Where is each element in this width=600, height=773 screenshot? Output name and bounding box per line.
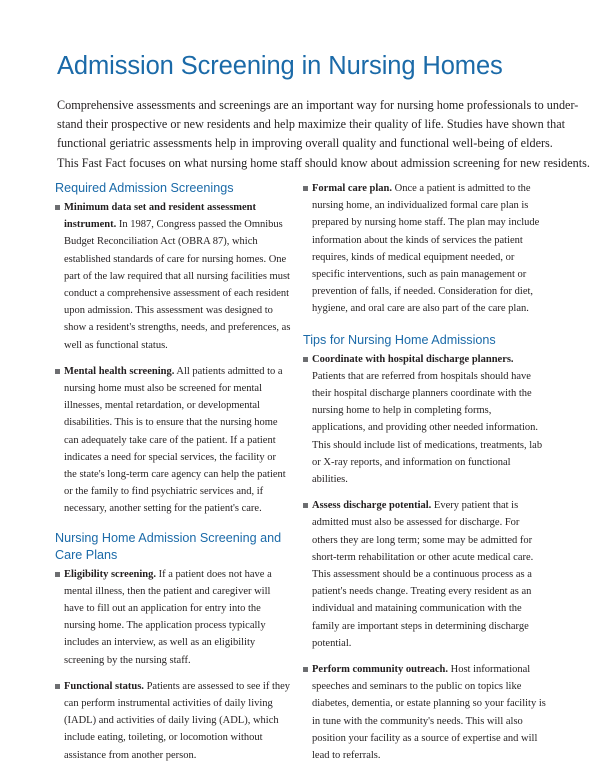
intro-line: This Fast Fact focuses on what nursing home staff should know about admission screening for new residents. xyxy=(57,155,590,170)
list-item xyxy=(303,497,546,652)
item-text: In 1987, Congress passed the Omnibus Budget Reconciliation Act (OBRA 87), which established standards of care for nursing homes. One part of the law required that all nursing facilities must conduct a comprehensive assessment of each resident upon admission. This assessment was designed to show a resident's strengths, needs, and preferences, as well as functional status. xyxy=(64,219,291,351)
item-text: Host informational speeches and seminars to the public on topics like diabetes, dementia, or estate planning so your facility is in tune with the community's needs. This will also position your facility as a source of expertise and will lead to referrals. xyxy=(312,664,546,762)
square-bullet-icon xyxy=(303,357,308,362)
item-text: All patients admitted to a nursing home must also be screened for mental illnesses, mental retardation, or developmental disabilities. This is to ensure that the nursing home can adequately take care of the patient. If a patient indicates a need for special services, the facility or the state's long-term care agency can help the patient or the family to find psychiatric services and, if necessary, another setting for the patient's care. xyxy=(64,365,286,515)
section-heading-required-screenings: Required Admission Screenings xyxy=(55,181,234,195)
left-column xyxy=(55,180,291,773)
list-item xyxy=(303,351,546,489)
item-text: Every patient that is admitted must also be assessed for discharge. For others they are long term; some may be admitted for short-term rehabilitation or other acute medical care. This assessment should be a continuous process as a patient's needs change. Treating every resident as an individual and mataining communication with the family are important steps in determining discharge potential. xyxy=(312,500,534,649)
right-column xyxy=(303,180,546,773)
section-heading-care-plans: Nursing Home Admission Screening and Care Plans xyxy=(55,530,282,562)
item-text: If a patient does not have a mental illness, then the patient and caregiver will have to fill out an application for entry into the nursing home. The application process typically includes an interview, as well as an eligibility screening by the nursing staff. xyxy=(64,568,272,666)
item-text: Patients that are referred from hospitals should have their hospital discharge planners coordinate with the nursing home to help in completing forms, applications, and providing other needed information. This should include list of medications, treatments, lab or X-ray reports, and information on functional abilities. xyxy=(312,370,543,486)
item-lead: Mental health screening. xyxy=(64,365,175,377)
item-lead: Assess discharge potential. xyxy=(312,500,432,512)
square-bullet-icon xyxy=(303,186,308,191)
intro-paragraph xyxy=(57,96,590,173)
item-lead: Perform community outreach. xyxy=(312,664,448,676)
list-item xyxy=(55,678,291,764)
item-lead: Coordinate with hospital discharge planners. xyxy=(312,353,514,365)
square-bullet-icon xyxy=(55,205,60,210)
list-item xyxy=(55,566,291,669)
intro-line: Comprehensive assessments and screenings are an important way for nursing home professionals to under- xyxy=(57,98,579,112)
section-heading-tips: Tips for Nursing Home Admissions xyxy=(303,332,496,347)
square-bullet-icon xyxy=(303,667,308,672)
page-title: Admission Screening in Nursing Homes xyxy=(57,52,503,80)
list-item xyxy=(303,661,546,764)
square-bullet-icon xyxy=(55,572,60,577)
list-item xyxy=(55,363,291,518)
square-bullet-icon xyxy=(55,684,60,689)
item-lead: Minimum data set and resident assessment instrument. xyxy=(64,202,257,231)
item-lead: Eligibility screening. xyxy=(64,568,156,580)
square-bullet-icon xyxy=(55,369,60,374)
item-lead: Formal care plan. xyxy=(312,183,393,194)
intro-line: stand their prospective or new residents and help maximize their quality of life. Studies have shown that xyxy=(57,117,566,132)
square-bullet-icon xyxy=(303,503,308,508)
item-text: Once a patient is admitted to the nursing home, an individualized formal care plan is prepared by nursing home staff. The plan may include information about the kinds of services the patient requires, kinds of medical equipment needed, or specific interventions, such as pain management or prevention of falls, if needed. Consideration for diet, hygiene, and oral care are also part of the care plan. xyxy=(312,183,540,315)
list-item xyxy=(303,180,546,318)
list-item xyxy=(55,199,291,354)
intro-line: functional geriatric assessments help in improving overall quality and functional well-being of elders. xyxy=(57,136,553,151)
item-lead: Functional status. xyxy=(64,680,144,692)
item-text: Patients are assessed to see if they can perform instrumental activities of daily living (IADL) and activities of daily living (ADL), which include eating, toileting, or locomotion without assistance from another person. xyxy=(64,680,291,761)
